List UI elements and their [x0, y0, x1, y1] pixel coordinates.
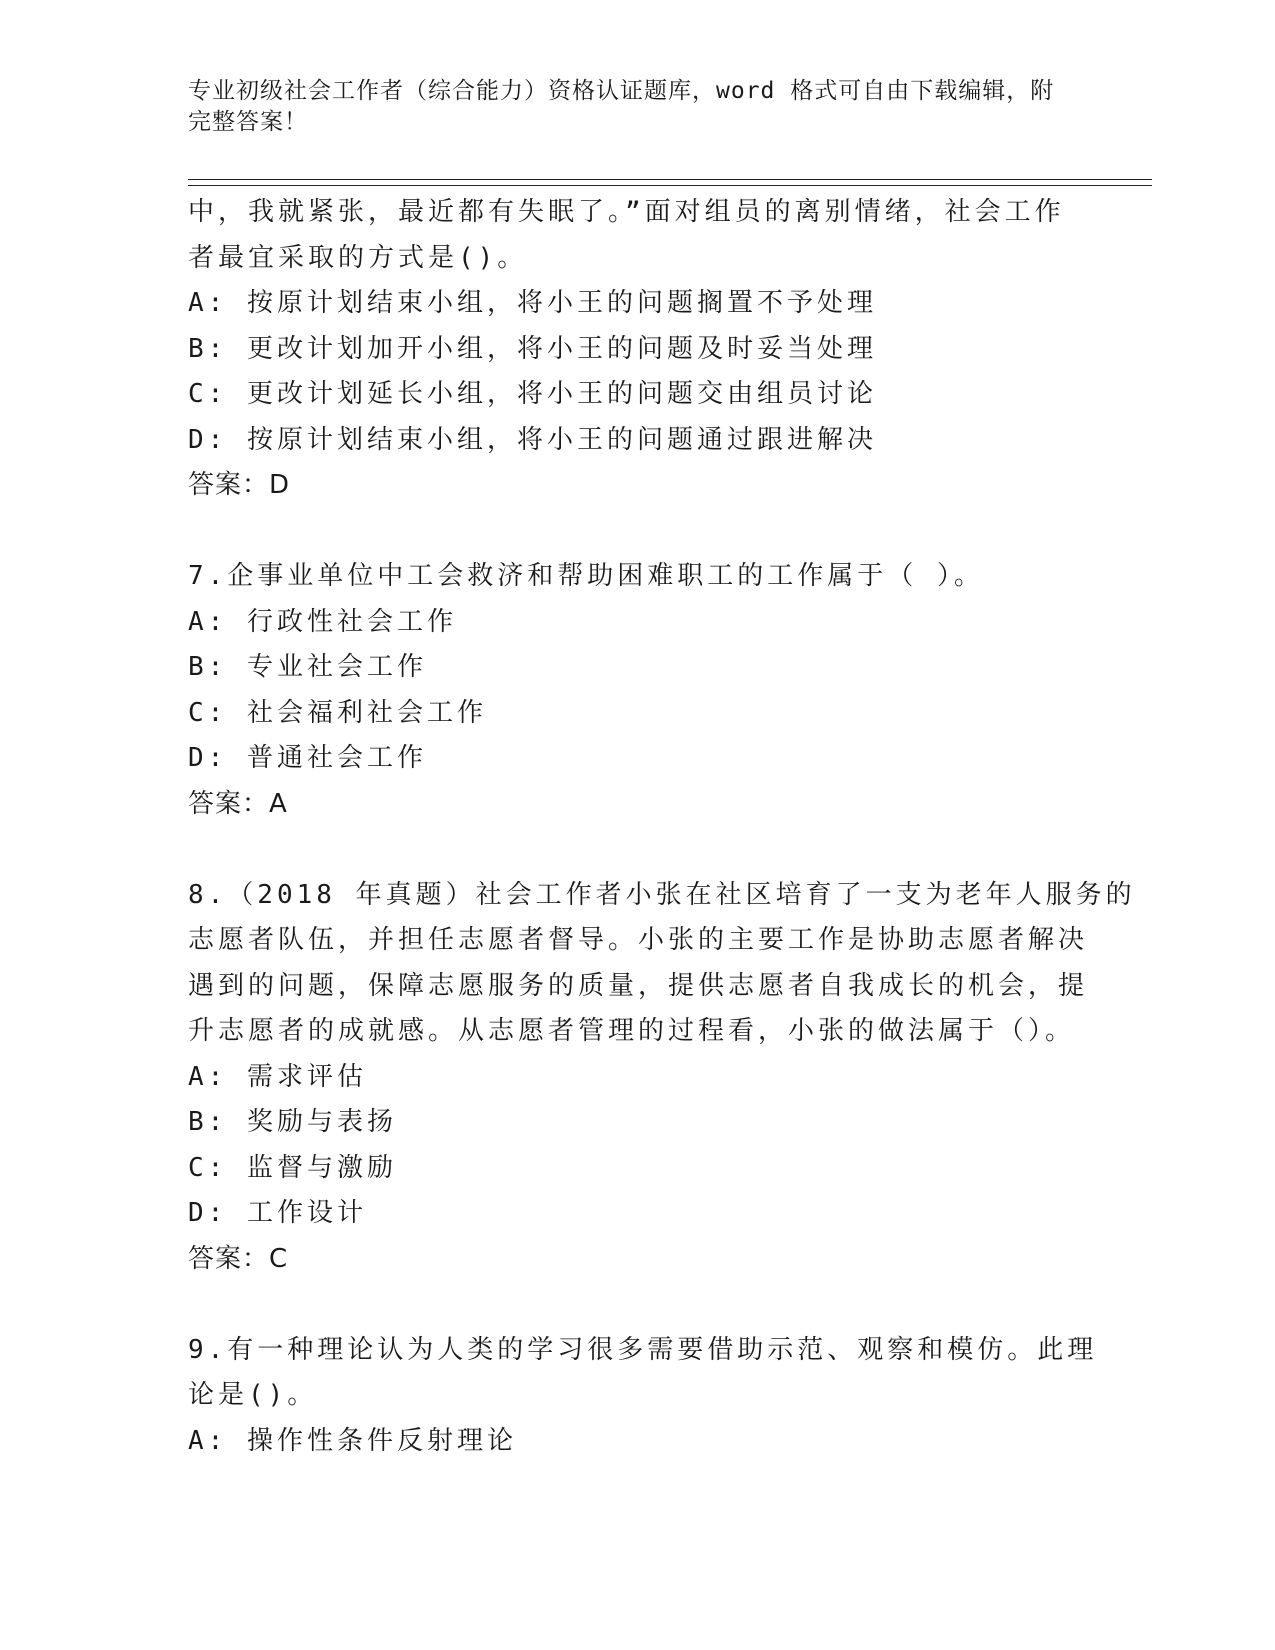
question-8-stem-line-1: 8.（2018 年真题）社会工作者小张在社区培育了一支为老年人服务的	[188, 879, 1136, 910]
spacer	[188, 1282, 1068, 1328]
question-9-option-a: A: 操作性条件反射理论	[188, 1425, 517, 1456]
header-line-2: 完整答案！	[188, 109, 308, 135]
question-6-stem-line-2: 者最宜采取的方式是()。	[188, 242, 528, 273]
question-6	[188, 190, 1068, 509]
question-6-option-c: C: 更改计划延长小组，将小王的问题交由组员讨论	[188, 379, 877, 409]
question-7-option-d: D: 普通社会工作	[188, 743, 427, 773]
question-7-stem: 7.企事业单位中工会救济和帮助困难职工的工作属于（ ）。	[188, 561, 984, 591]
question-8-answer: 答案：C	[188, 1243, 289, 1274]
question-8-stem-line-3: 遇到的问题，保障志愿服务的质量，提供志愿者自我成长的机会，提	[188, 970, 1089, 1001]
question-6-option-b: B: 更改计划加开小组，将小王的问题及时妥当处理	[188, 333, 877, 364]
question-7-answer: 答案：A	[188, 788, 288, 819]
header-rule-top	[188, 179, 1152, 180]
question-9	[188, 1328, 1098, 1465]
question-6-answer: 答案：D	[188, 470, 291, 500]
spacer	[188, 509, 1068, 555]
question-6-option-d: D: 按原计划结束小组，将小王的问题通过跟进解决	[188, 424, 877, 455]
header-line-1: 专业初级社会工作者（综合能力）资格认证题库，word 格式可自由下载编辑，附	[188, 78, 1055, 104]
question-8	[188, 873, 1136, 1283]
document-header	[188, 76, 1068, 138]
question-8-stem-line-2: 志愿者队伍，并担任志愿者督导。小张的主要工作是协助志愿者解决	[188, 925, 1089, 955]
question-6-option-a: A: 按原计划结束小组，将小王的问题搁置不予处理	[188, 288, 877, 318]
question-list	[188, 190, 1136, 1464]
question-9-stem-line-1: 9.有一种理论认为人类的学习很多需要借助示范、观察和模仿。此理	[188, 1334, 1098, 1365]
question-8-option-d: D: 工作设计	[188, 1198, 367, 1228]
question-7	[188, 554, 1068, 827]
question-7-option-b: B: 专业社会工作	[188, 652, 427, 682]
question-9-stem-line-2: 论是()。	[188, 1380, 318, 1410]
question-6-stem-line-1: 中，我就紧张，最近都有失眠了。”面对组员的离别情绪，社会工作	[188, 197, 1065, 227]
question-7-option-c: C: 社会福利社会工作	[188, 697, 487, 728]
spacer	[188, 827, 1068, 873]
question-8-option-a: A: 需求评估	[188, 1061, 367, 1092]
header-rule-bottom	[188, 185, 1152, 186]
question-7-option-a: A: 行政性社会工作	[188, 606, 457, 637]
question-8-stem-line-4: 升志愿者的成就感。从志愿者管理的过程看，小张的做法属于（）。	[188, 1016, 1076, 1046]
question-8-option-b: B: 奖励与表扬	[188, 1107, 397, 1137]
question-8-option-c: C: 监督与激励	[188, 1152, 397, 1183]
